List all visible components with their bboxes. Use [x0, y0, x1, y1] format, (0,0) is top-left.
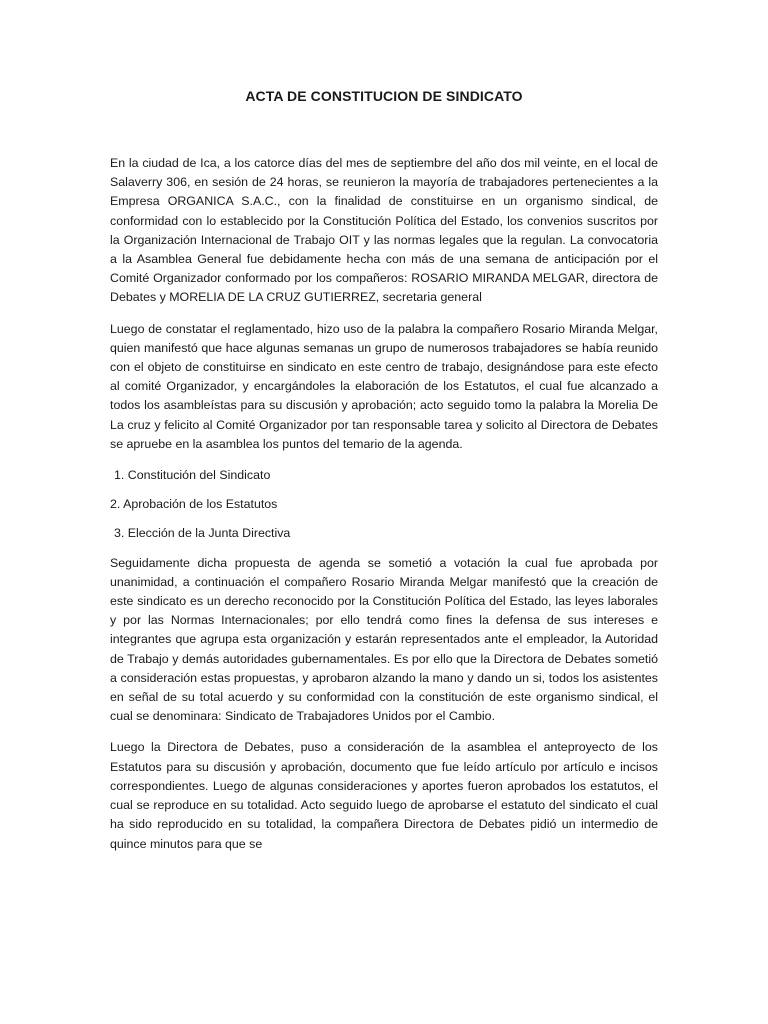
- paragraph-vote: Seguidamente dicha propuesta de agenda se sometió a votación la cual fue aprobada por unanimidad, a continuación el compañero Rosario Miranda Melgar manifestó que la creación de este sindicato es un derecho reconocido por la Constitución Política del Estado, las leyes laborales y por las Normas Internacionales; por ello tendrá como fines la defensa de sus intereses e integrantes que agrupa esta organización y estarán representados ante el empleador, la Autoridad de Trabajo y demás autoridades gubernamentales. Es por ello que la Directora de Debates sometió a consideración estas propuestas, y aprobaron alzando la mano y dando un si, todos los asistentes en señal de su total acuerdo y su conformidad con la constitución de este organismo sindical, el cual se denominara: Sindicato de Trabajadores Unidos por el Cambio.: [110, 555, 658, 724]
- agenda-item: 1. Constitución del Sindicato: [114, 468, 271, 483]
- agenda-item: 3. Elección de la Junta Directiva: [114, 526, 291, 541]
- paragraph-statutes: Luego la Directora de Debates, puso a consideración de la asamblea el anteproyecto de los Estatutos para su discusión y aprobación, documento que fue leído artículo por artículo e incisos correspondientes. Luego de algunas consideraciones y aportes fueron aprobados los estatutos, el cual se reproduce en su totalidad. Acto seguido luego de aprobarse el estatuto del sindicato el cual ha sido reproducido en su totalidad, la compañera Directora de Debates pidió un intermedio de quince minutos para que se: [110, 740, 658, 851]
- agenda-item: 2. Aprobación de los Estatutos: [110, 497, 278, 512]
- agenda-list: [110, 466, 658, 544]
- document-title: ACTA DE CONSTITUCION DE SINDICATO: [245, 88, 523, 104]
- document-body: [110, 86, 658, 866]
- paragraph-intro: En la ciudad de Ica, a los catorce días del mes de septiembre del año dos mil veinte, en el local de Salaverry 306, en sesión de 24 horas, se reunieron la mayoría de trabajadores pertenecientes a la Empresa ORGANICA S.A.C., con la finalidad de constituirse en un organismo sindical, de conformidad con lo establecido por la Constitución Política del Estado, los convenios suscritos por la Organización Internacional de Trabajo OIT y las normas legales que la regulan. La convocatoria a la Asamblea General fue debidamente hecha con más de una semana de anticipación por el Comité Organizador conformado por los compañeros: ROSARIO MIRANDA MELGAR, directora de Debates y MORELIA DE LA CRUZ GUTIERREZ, secretaria general: [110, 156, 658, 305]
- paragraph-statement: Luego de constatar el reglamentado, hizo uso de la palabra la compañero Rosario Miranda Melgar, quien manifestó que hace algunas semanas un grupo de numerosos trabajadores se había reunido con el objeto de constituirse en sindicato en este centro de trabajo, designándose para este efecto al comité Organizador, y encargándoles la elaboración de los Estatutos, el cual fue alcanzado a todos los asambleístas para su discusión y aprobación; acto seguido tomo la palabra la Morelia De La cruz y felicito al Comité Organizador por tan responsable tarea y solicito al Directora de Debates se apruebe en la asamblea los puntos del temario de la agenda.: [110, 321, 658, 451]
